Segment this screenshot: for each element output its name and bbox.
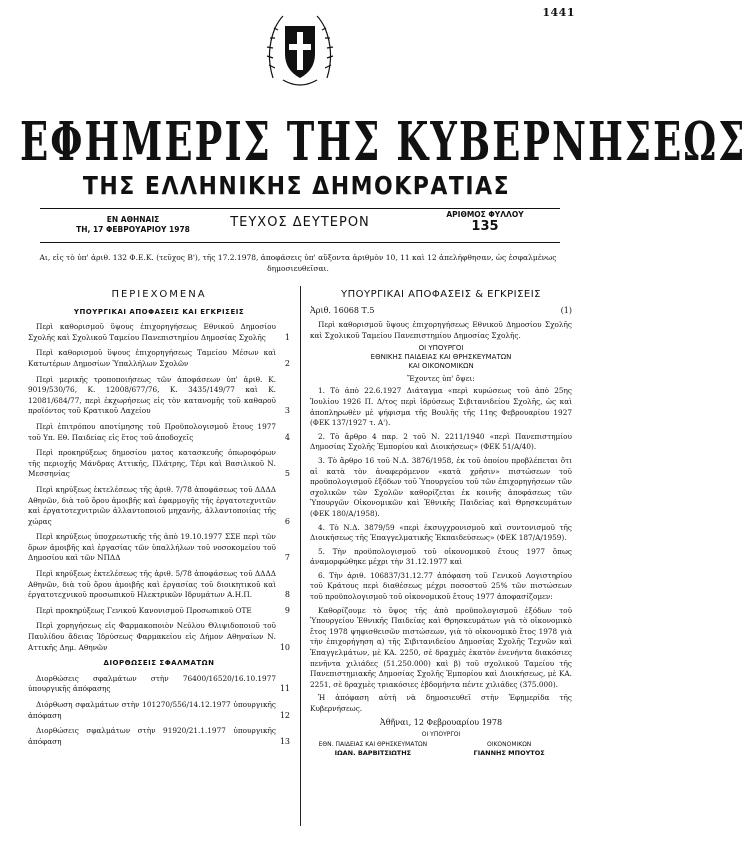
contents-section-corrections: ΔΙΟΡΘΩΣΕΙΣ ΣΦΑΛΜΑΤΩΝ	[103, 659, 215, 668]
decision-column	[310, 290, 572, 757]
contents-entry	[28, 674, 290, 695]
decision-ref: Ἀριθ. 16068 Τ.5	[310, 305, 375, 315]
decision-paragraph: 5. Τὴν προϋπολογισμοῦ τοῦ οἰκονομικοῦ ἔτους 1977 ὅπως ἀναμορφώθηκε μέχρι τὴν 31.12.1977 καὶ	[310, 546, 572, 567]
contents-entry-text: Περὶ κηρύξεως ὑποχρεωτικῆς τῆς ἀπὸ 19.10.1977 ΣΣΕ περὶ τῶν ὅρων ἀμοιβῆς καὶ ἐργασίας τῶν ὑπαλλήλων τοῦ νοσοκομείου τοῦ Δημοσίου καὶ τῶν ΝΠΔΔ	[28, 532, 276, 563]
decision-paragraph: 6. Τὴν ἀριθ. 106837/31.12.77 ἀπόφαση τοῦ Γενικοῦ Λογιστηρίου τοῦ Κράτους περὶ διαθέσεως μέχρι ποσοστοῦ 25% τῶν πιστώσεων τοῦ προϋπολογισμοῦ τοῦ οἰκονομικοῦ ἔτους 1977 ἀποφασίζομεν:	[310, 570, 572, 602]
decision-date: Ἀθῆναι, 12 Φεβρουαρίου 1978	[379, 717, 503, 727]
contents-entry-text: Διορθώσεις σφαλμάτων στὴν 91920/21.1.1977 ὑπουργικῆς ἀπόφαση	[28, 726, 276, 746]
contents-entry	[28, 606, 290, 617]
correction-notice: Αι, εἰς τὸ ὑπ' ἀριθ. 132 Φ.Ε.Κ. (τεῦχος Β'), τῆς 17.2.1978, ἀποφάσεις ὑπ' αὔξοντα ἀριθμὸν 10, 11 καὶ 12 ἀπελήφθησαν, ὡς ἐσφαλμένως δημοσιευθεῖσαι.	[39, 253, 557, 273]
contents-entry-page: 2	[284, 358, 290, 368]
contents-entry	[28, 485, 290, 527]
contents-entry-text: Περὶ κηρύξεως ἐκτελέσεως τῆς ἀριθ. 7/78 ἀποφάσεως τοῦ ΔΔΔΔ Αθηνῶν, διὰ τοῦ ὅρου ἀμοιβῆς καὶ ἐφαρμογῆς τῆς ἐργατοτεχνιτῶν καὶ ἐργατοτεχνιτριῶν ἀλλαντοποιοῦ μηχανῆς, ἀλλαντοποιίας τῆς χώρας	[28, 484, 276, 526]
contents-entry-page: 9	[284, 605, 290, 615]
signer-role: ΕΘΝ. ΠΑΙΔΕΙΑΣ ΚΑΙ ΘΡΗΣΚΕΥΜΑΤΩΝ	[318, 740, 428, 748]
decision-paragraph: 4. Τὸ Ν.Δ. 3879/59 «περὶ ἐκσυγχρονισμοῦ καὶ συντονισμοῦ τῆς Διοικήσεως τῆς Ἐπαγγελματικῆς Ἐκπαιδεύσεως» (ΦΕΚ 187/Α/1959).	[310, 522, 572, 543]
signer-role: ΟΙΚΟΝΟΜΙΚΩΝ	[486, 740, 532, 748]
contents-entry-text: Περὶ κηρύξεως ἐκτελέσεως τῆς ἀριθ. 5/78 ἀποφάσεως τοῦ ΔΔΔΔ Αθηνῶν, διὰ τοῦ ὅρου ἀμοιβῆς καὶ ἐργασίας τοῦ διοικητικοῦ καὶ ἐργατοτεχνικοῦ προσωπικοῦ Ηλεκτρικῶν Ιδρυμάτων Α.Η.Π.	[28, 569, 276, 600]
contents-entry-text: Περὶ μερικῆς τροποποιήσεως τῶν ἀποφάσεων ὑπ' ἀριθ. Κ. 9019/530/76, Κ. 12008/677/76, Κ. 3435/149/77 καὶ Κ. 12081/684/77, περὶ ἐκχωρήσεως εἰς τὸν κατανομῆς τοῦ καθαροῦ προϊόντος τοῦ Κρατικοῦ Λαχείου	[28, 374, 276, 416]
contents-entry-text: Διορθώσεις σφαλμάτων στὴν 76400/16520/16.10.1977 ὑπουργικῆς ἀπόφασης	[28, 673, 276, 694]
header-rule-top	[40, 208, 560, 209]
contents-entry	[28, 348, 290, 369]
contents-entry-page: 12	[279, 710, 290, 720]
contents-entry-page: 6	[284, 516, 290, 526]
decision-reference	[310, 306, 572, 317]
decision-paragraph: Ἡ ἀπόφαση αὐτὴ νὰ δημοσιευθεῖ στὴν Ἐφημερίδα τῆς Κυβερνήσεως.	[310, 693, 572, 713]
contents-entry	[28, 621, 290, 653]
issue-date-block	[58, 215, 208, 235]
contents-entry-text: Διόρθωση σφαλμάτων στὴν 101270/556/14.12.1977 ὑπουργικῆς ἀπόφαση	[28, 700, 276, 720]
signer-finance	[446, 741, 572, 757]
contents-entry	[28, 532, 290, 564]
contents-section-decisions: ΥΠΟΥΡΓΙΚΑΙ ΑΠΟΦΑΣΕΙΣ ΚΑΙ ΕΓΚΡΙΣΕΙΣ	[73, 307, 245, 316]
having-line: Ἔχοντες ὑπ' ὄψει:	[407, 374, 475, 384]
date-line: ΤΗ, 17 ΦΕΒΡΟΥΑΡΙΟΥ 1978	[76, 225, 190, 234]
signer-name: ΓΙΑΝΝΗΣ ΜΠΟΥΤΟΣ	[473, 748, 545, 757]
decision-paragraph: Καθορίζουμε τὸ ὕψος τῆς ἀπὸ προϋπολογισμοῦ ἐξόδων τοῦ Ὑπουργείου Ἐθνικῆς Παιδείας καὶ Θρησκευμάτων γιὰ τὸ οἰκονομικὸ ἔτος 1978 ψηφισθεισῶν πιστώσεων, γιὰ τὸ οἰκονομικὸ ἔτος 1978 γιὰ τὴν ἐπιχορήγηση α) τῆς Σιβιτανιδείου Δημοσίας Σχολῆς Τεχνῶν καὶ Ἐπαγγελμάτων, μὲ ΚΑ. 2250, σὲ δραχμὲς ἑκατὸν ἑνενήντα διακόσιες πενῆντα χιλιάδες (51.250.000) καὶ β) τοῦ σχολικοῦ Ταμείου τῆς Πανεπιστημιακῆς Δημοσίας Σχολῆς Ἐμπορίου καὶ Διοικήσεως, μὲ ΚΑ. 2251, σὲ δραχμὲς τριακόσιες ἑβδομήντα πέντε χιλιάδες (375.000).	[310, 605, 572, 689]
decision-paragraph: 1. Τὸ ἀπὸ 22.6.1927 Διάταγμα «περὶ κυρώσεως τοῦ ἀπὸ 25ης Ἰουλίου 1926 Π. Δ/τος περὶ ἱδρύσεως Σιβιτανιδείου Σχολῆς, ὡς καὶ ἀποπληρωθὲν μὲ ψήφισμα τῆς Βουλῆς τῆς 11ης Φεβρουαρίου 1927 (ΦΕΚ 137/1927 τ. Α').	[310, 386, 572, 428]
contents-entry	[28, 322, 290, 343]
contents-entry-text: Περὶ προκηρύξεως δημοσίου ματος κατασκευῆς ὁπωροφόρων τῆς περιοχῆς Μάνδρας Αττικῆς, Πλάτρης, Τέρι καὶ Βασιλικοῦ Ν. Μεσσηνίας	[28, 448, 276, 479]
signatures	[310, 741, 572, 757]
signers-title: ΟΙ ΥΠΟΥΡΓΟΙ	[421, 730, 461, 738]
contents-entry	[28, 569, 290, 601]
column-divider	[300, 286, 301, 826]
contents-entry	[28, 726, 290, 747]
decision-paragraph: 3. Τὸ ἄρθρο 16 τοῦ Ν.Δ. 3876/1958, ἐκ τοῦ ὁποίου προβλέπεται ὅτι αἱ κατὰ τὸν ἀναφερόμενον «κατὰ χρῆσιν» πιστώσεων τοῦ προϋπολογισμοῦ ἐξόδων τοῦ Ὑπουργείου τοῦ τῶν ἐπιχορηγήσεων τῶν σχολικῶν τῶν Σχολῶν καθορίζεται ἐκ κοινῆς ἀποφάσεως τῶν Ὑπουργῶν Οἰκονομικῶν καὶ Ἐθνικῆς Παιδείας καὶ Θρησκευμάτων (ΦΕΚ 180/Α/1958).	[310, 455, 572, 518]
sheet-label: ΑΡΙΘΜΟΣ ΦΥΛΛΟΥ	[446, 210, 524, 219]
contents-entry-page: 1	[284, 332, 290, 342]
issue-label: ΤΕΥΧΟΣ ΔΕΥΤΕΡΟΝ	[230, 215, 370, 230]
contents-entry-page: 11	[279, 684, 290, 694]
contents-entry-text: Περὶ ἐπιτρόπου αποτίμησης τοῦ Προϋπολογισμοῦ ἔτους 1977 τοῦ Υπ. Εθ. Παιδείας εἰς ἕτος τοῦ ἀποδοχεῖς	[28, 421, 276, 442]
contents-entry	[28, 375, 290, 417]
signer-education	[310, 741, 436, 757]
header-rule-bottom	[40, 242, 560, 243]
decision-paragraphs	[310, 386, 572, 714]
contents-title: ΠΕΡΙΕΧΟΜΕΝΑ	[111, 289, 207, 300]
page-number: 1441	[542, 6, 575, 19]
newspaper-subtitle: ΤΗΣ ΕΛΛΗΝΙΚΗΣ ΔΗΜΟΚΡΑΤΙΑΣ	[82, 172, 511, 201]
decisions-heading: ΥΠΟΥΡΓΙΚΑΙ ΑΠΟΦΑΣΕΙΣ & ΕΓΚΡΙΣΕΙΣ	[340, 289, 542, 300]
newspaper-title: ΕΦΗΜΕΡΙΣ ΤΗΣ ΚΥΒΕΡΝΗΣΕΩΣ	[20, 109, 746, 173]
corrections-list	[28, 674, 290, 748]
contents-entry-page: 7	[284, 553, 290, 563]
contents-entry	[28, 448, 290, 480]
contents-entry-text: Περὶ προκηρύξεως Γενικοῦ Κανονισμοῦ Προσωπικοῦ ΟΤΕ	[36, 605, 252, 615]
contents-entry-page: 8	[284, 590, 290, 600]
contents-list	[28, 322, 290, 653]
contents-column	[28, 290, 290, 752]
contents-entry-page: 13	[279, 736, 290, 746]
contents-entry	[28, 700, 290, 721]
contents-entry-text: Περὶ καθορισμοῦ ὕψους ἐπιχορηγήσεως Ταμείου Μέσων καὶ Κατωτέρων Δημοσίων Ὑπαλλήλων Σχολῶν	[28, 348, 276, 368]
contents-entry-text: Περὶ καθορισμοῦ ὕψους ἐπιχορηγήσεως Εθνικοῦ Δημοσίου Σχολῆς καὶ Σχολικοῦ Ταμείου Πανεπιστημίου Δημοσίας Σχολῆς	[28, 322, 276, 342]
sheet-number-block	[425, 210, 545, 232]
place-line: ΕΝ ΑΘΗΝΑΙΣ	[106, 215, 160, 224]
contents-entry-text: Περὶ χορηγήσεως εἰς Φαρμακοποιὸν Νεύλου Θλιψιδοποιοῦ τοῦ Παυλίδου ἄδειας Ἱδρύσεως Φαρμακείου εἰς Δήμον Αθηναίων Ν. Αττικῆς Δημ. Αθηνῶν	[28, 621, 276, 652]
decision-paragraph: 2. Τὸ ἄρθρο 4 παρ. 2 τοῦ Ν. 2211/1940 «περὶ Πανεπιστημίου Δημοσίας Σχολῆς Ἐμπορίου καὶ Διοικήσεως» (ΦΕΚ 51/Α/40).	[310, 431, 572, 452]
contents-entry-page: 10	[279, 642, 290, 652]
contents-entry-page: 4	[284, 432, 290, 442]
contents-entry	[28, 422, 290, 443]
decision-ref-number: (1)	[560, 305, 572, 315]
contents-entry-page: 3	[284, 406, 290, 416]
ministers-title: ΟΙ ΥΠΟΥΡΓΟΙ ΕΘΝΙΚΗΣ ΠΑΙΔΕΙΑΣ ΚΑΙ ΘΡΗΣΚΕΥΜΑΤΩΝ ΚΑΙ ΟΙΚΟΝΟΜΙΚΩΝ	[370, 344, 512, 371]
contents-entry-page: 5	[284, 469, 290, 479]
coat-of-arms-emblem	[263, 8, 337, 92]
sheet-number: 135	[471, 219, 499, 234]
decision-intro: Περὶ καθορισμοῦ ὕψους ἐπιχορηγήσεως Εθνικοῦ Δημοσίου Σχολῆς καὶ Σχολικοῦ Ταμείου Πανεπιστημίου Δημοσίας Σχολῆς.	[310, 320, 572, 340]
signer-name: ΙΩΑΝ. ΒΑΡΒΙΤΣΙΩΤΗΣ	[334, 748, 412, 757]
